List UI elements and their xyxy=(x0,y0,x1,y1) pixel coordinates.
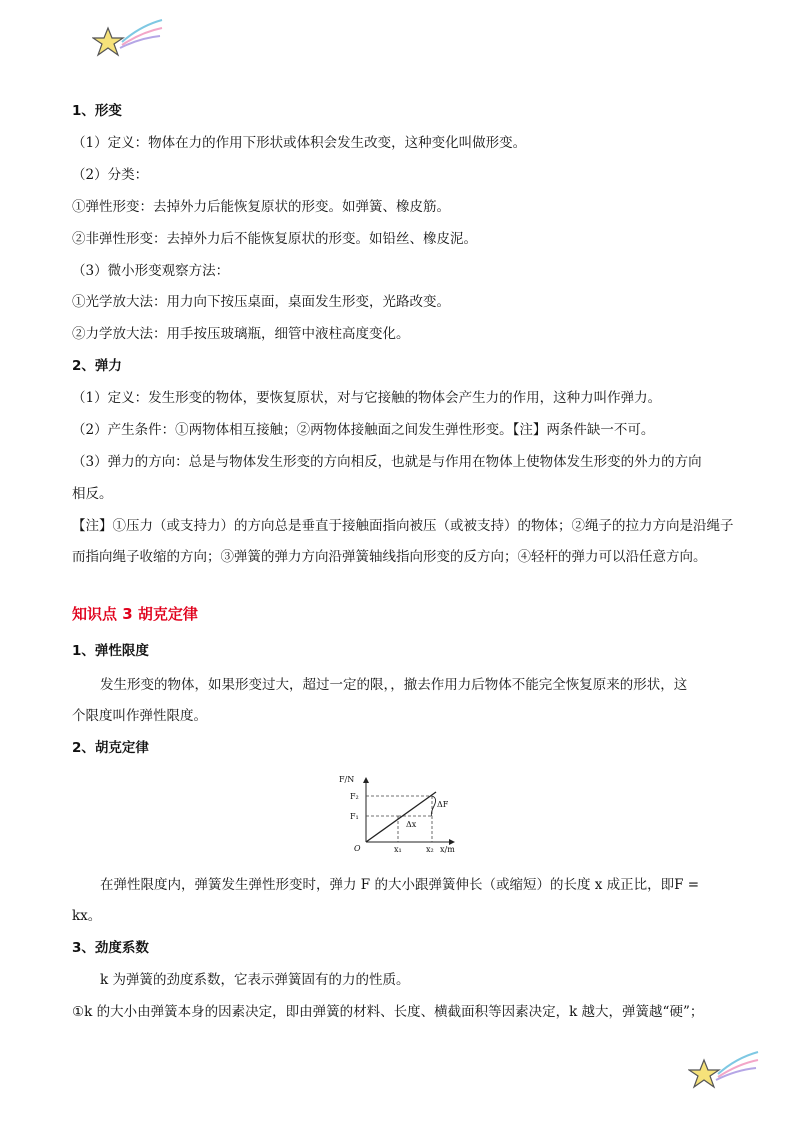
paragraph-line: （1）定义：物体在力的作用下形状或体积会发生改变，这种变化叫做形变。 xyxy=(72,135,527,151)
f1-label: F₁ xyxy=(350,812,359,821)
paragraph-line: ①k 的大小由弹簧本身的因素决定，即由弹簧的材料、长度、横截面积等因素决定，k 越大，弹簧越“硬”； xyxy=(72,1004,704,1020)
y-axis-label: F/N xyxy=(339,775,355,784)
paragraph-line: ②力学放大法：用手按压玻璃瓶，细管中液柱高度变化。 xyxy=(72,326,410,342)
delta-f-label: ΔF xyxy=(437,800,449,809)
origin-label: O xyxy=(354,844,361,853)
paragraph-line: ①光学放大法：用力向下按压桌面，桌面发生形变，光路改变。 xyxy=(72,294,450,310)
paragraph-line: （3）微小形变观察方法： xyxy=(72,263,230,279)
x-axis-label: x/m xyxy=(440,845,455,854)
paragraph-line: （1）定义：发生形变的物体，要恢复原状，对与它接触的物体会产生力的作用，这种力叫作弹力。 xyxy=(72,390,662,406)
paragraph-line: 在弹性限度内，弹簧发生弹性形变时，弹力 F 的大小跟弹簧伸长（或缩短）的长度 x 成正比，即F = xyxy=(100,877,700,893)
x2-label: x₂ xyxy=(426,845,434,854)
section-title-elastic-limit: 1、弹性限度 xyxy=(72,643,149,659)
paragraph-line: （2）分类： xyxy=(72,167,149,183)
section-title-hookes-law: 2、胡克定律 xyxy=(72,740,149,756)
section-title-elastic-force: 2、弹力 xyxy=(72,358,122,374)
shooting-star-icon xyxy=(688,1046,760,1092)
section-title-deformation: 1、形变 xyxy=(72,103,122,119)
paragraph-line: 发生形变的物体，如果形变过大，超过一定的限，，撤去作用力后物体不能完全恢复原来的形状，这 xyxy=(100,677,688,693)
delta-x-label: Δx xyxy=(406,820,417,829)
knowledge-point-title: 知识点 3 胡克定律 xyxy=(72,605,198,623)
paragraph-line: 相反。 xyxy=(72,486,113,502)
paragraph-line: k 为弹簧的劲度系数，它表示弹簧固有的力的性质。 xyxy=(100,972,410,988)
force-extension-line xyxy=(366,792,436,842)
paragraph-line: （2）产生条件：①两物体相互接触；②两物体接触面之间发生弹性形变。【注】两条件缺一不可。 xyxy=(72,422,655,438)
f2-label: F₂ xyxy=(350,792,359,801)
hooke-law-graph xyxy=(336,772,466,856)
note-line: 【注】①压力（或支持力）的方向总是垂直于接触面指向被压（或被支持）的物体；②绳子的拉力方向是沿绳子 xyxy=(72,518,734,534)
paragraph-line: （3）弹力的方向：总是与物体发生形变的方向相反，也就是与作用在物体上使物体发生形变的外力的方向 xyxy=(72,454,702,470)
section-title-stiffness: 3、劲度系数 xyxy=(72,940,149,956)
x1-label: x₁ xyxy=(394,845,402,854)
paragraph-line: 个限度叫作弹性限度。 xyxy=(72,708,207,724)
paragraph-line: ②非弹性形变：去掉外力后不能恢复原状的形变。如铅丝、橡皮泥。 xyxy=(72,231,477,247)
paragraph-line: ①弹性形变：去掉外力后能恢复原状的形变。如弹簧、橡皮筋。 xyxy=(72,199,450,215)
shooting-star-icon xyxy=(92,14,164,60)
paragraph-line: kx。 xyxy=(72,908,102,924)
note-line: 而指向绳子收缩的方向；③弹簧的弹力方向沿弹簧轴线指向形变的反方向；④轻杆的弹力可以沿任意方向。 xyxy=(72,549,707,565)
